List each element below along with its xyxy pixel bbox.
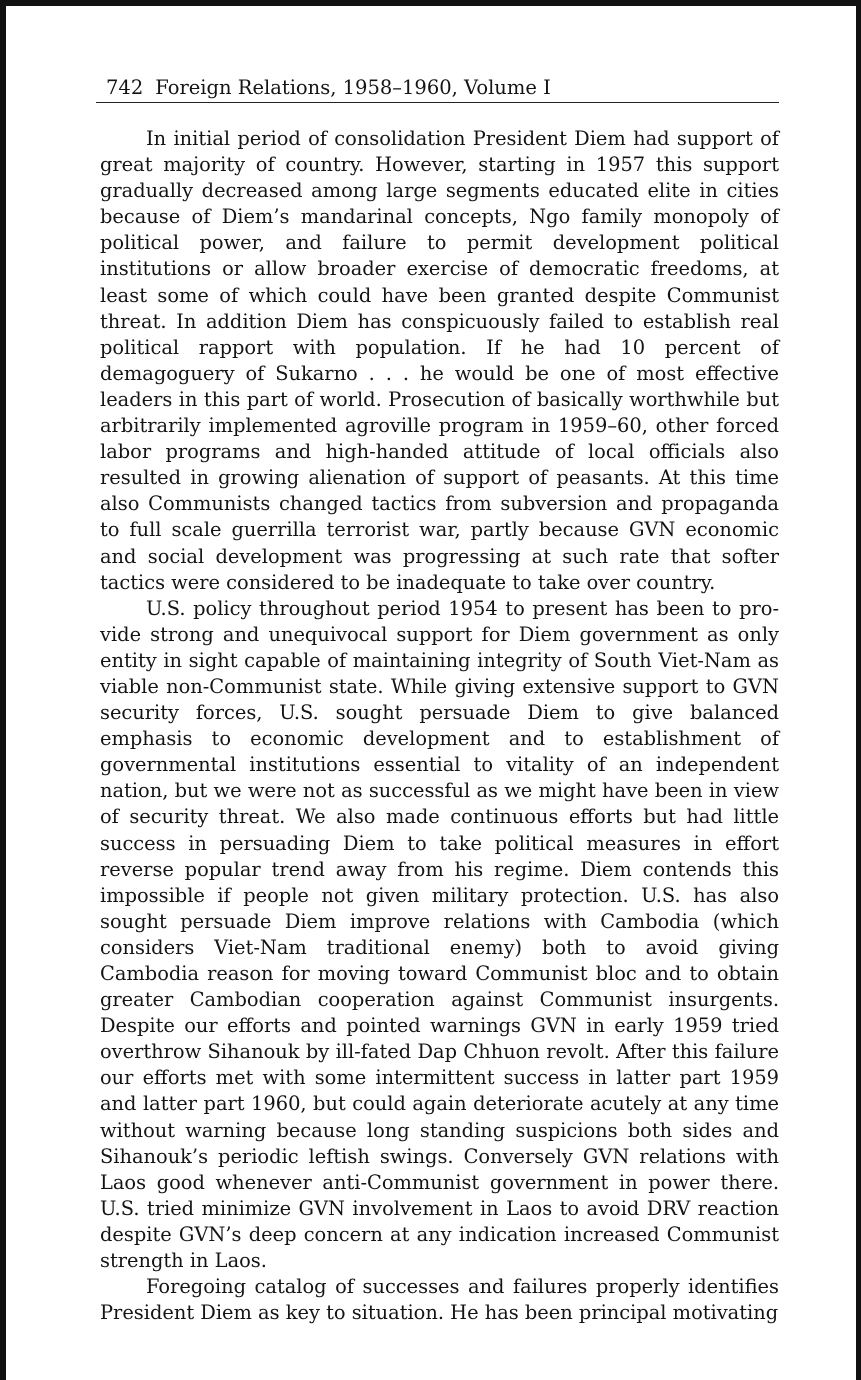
paragraph-consolidation: In initial period of consolidation President Diem had support of great majority of country. However, starting in 1957 this support gradually decreased among large segments educated elite in cities because of Diem’s mandarinal concepts, Ngo family monopoly of political power, and failure to permit development political institutions or allow broader exercise of democratic freedoms, at least some of which could have been granted despite Communist threat. In addition Diem has conspicuously failed to establish real political rapport with population. If he had 10 percent of demagoguery of Sukarno . . . he would be one of most effective leaders in this part of world. Prosecution of basically worthwhile but arbitrarily implemented agroville program in 1959–60, other forced labor programs and high-handed attitude of local officials also resulted in growing alienation of support of peasants. At this time also Communists changed tactics from subversion and propaganda to full scale guerrilla terrorist war, partly because GVN economic and social development was progressing at such rate that softer tactics were considered to be inadequate to take over country. [100,127,779,594]
document-page [96,74,779,1326]
page-number: 742 [106,76,144,99]
running-title: Foreign Relations, 1958–1960, Volume I [155,76,551,99]
paragraph-us-policy: U.S. policy throughout period 1954 to present has been to provide strong and unequivocal support for Diem government as only entity in sight capable of maintaining integrity of South Viet-Nam as viable non-Communist state. While giving extensive support to GVN security forces, U.S. sought persuade Diem to give balanced emphasis to economic development and to establishment of governmental institutions essential to vitality of an independent nation, but we were not as successful as we might have been in view of security threat. We also made continuous efforts but had little success in persuading Diem to take political measures in effort reverse popular trend away from his regime. Diem contends this impossible if people not given military protection. U.S. has also sought persuade Diem improve relations with Cambodia (which considers Viet-Nam traditional enemy) both to avoid giving Cambodia reason for moving toward Communist bloc and to obtain greater Cambodian cooperation against Communist insurgents. Despite our efforts and pointed warnings GVN in early 1959 tried overthrow Sihanouk by ill-fated Dap Chhuon revolt. After this failure our efforts met with some intermittent success in latter part 1959 and latter part 1960, but could again deteriorate acutely at any time without warning because long standing suspicions both sides and Sihanouk’s periodic leftish swings. Conversely GVN relations with Laos good whenever anti-Communist government in power there. U.S. tried minimize GVN involvement in Laos to avoid DRV reaction despite GVN’s deep concern at any indication increased Communist strength in Laos. [100,596,779,1273]
paragraph-foregoing-catalog: Foregoing catalog of successes and failures properly identifies President Diem as key to situation. He has been principal motivating [100,1275,779,1325]
running-header [96,74,779,103]
body-text [96,126,779,1326]
